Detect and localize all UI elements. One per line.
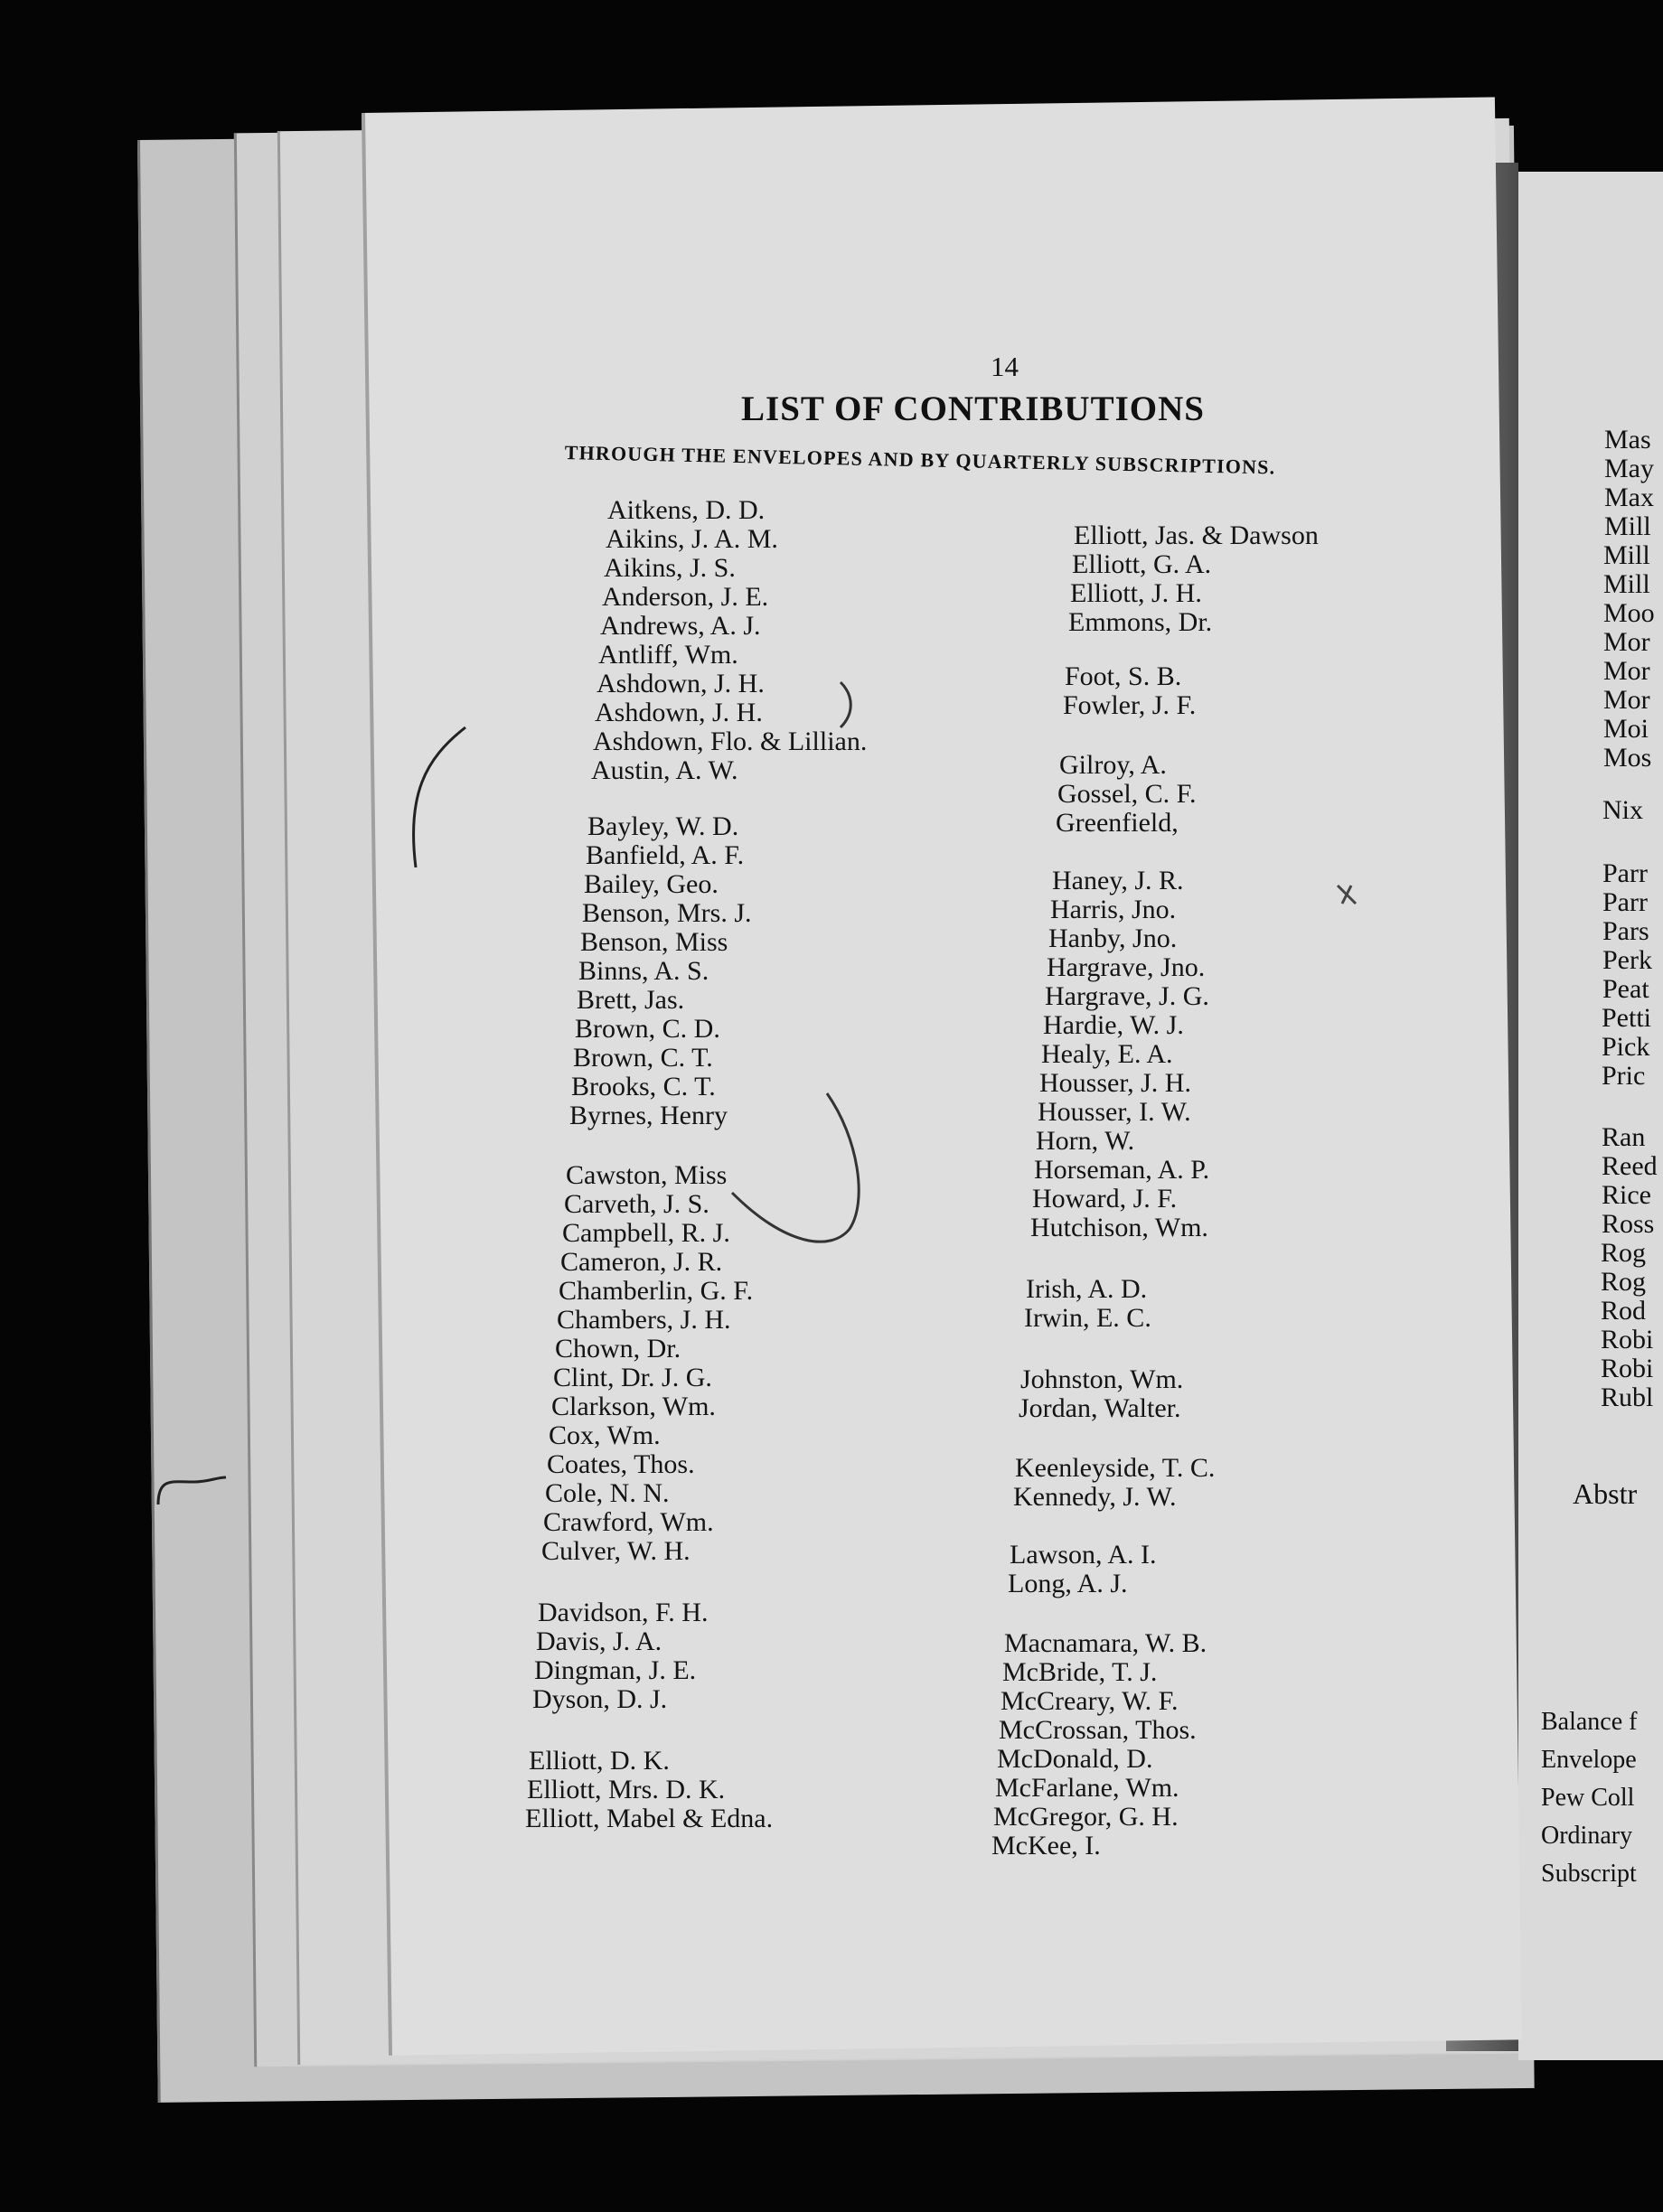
facing-page-name: Reed — [1602, 1151, 1658, 1181]
contributor-name: Campbell, R. J. — [562, 1218, 730, 1248]
contributor-name: Bayley, W. D. — [587, 811, 739, 841]
contributor-name: Andrews, A. J. — [600, 611, 761, 641]
facing-page-name: Mor — [1603, 656, 1650, 686]
contributor-name: Cole, N. N. — [545, 1478, 670, 1508]
contributor-name: Hargrave, Jno. — [1047, 952, 1206, 982]
contributor-name: Emmons, Dr. — [1068, 607, 1213, 637]
contributor-name: Horseman, A. P. — [1034, 1155, 1210, 1185]
facing-page-name: Mill — [1604, 511, 1651, 541]
contributor-name: Elliott, Mrs. D. K. — [527, 1775, 726, 1804]
facing-page-name: Perk — [1602, 945, 1652, 975]
contributor-name: Foot, S. B. — [1065, 661, 1182, 691]
contributor-name: Cawston, Miss — [566, 1160, 728, 1190]
contributor-name: Elliott, Jas. & Dawson — [1074, 520, 1319, 550]
contributor-name: Aikins, J. A. M. — [606, 524, 778, 554]
contributor-name: Banfield, A. F. — [586, 840, 745, 870]
facing-page-name: Moi — [1603, 714, 1649, 744]
pencil-mark — [1333, 881, 1360, 908]
contributor-name: Clint, Dr. J. G. — [553, 1363, 712, 1392]
facing-page-name: Mill — [1603, 569, 1650, 599]
facing-page-name: Mos — [1603, 743, 1652, 773]
contributor-name: Elliott, J. H. — [1070, 578, 1202, 608]
facing-page-name: Rog — [1601, 1267, 1647, 1297]
contributor-name: Brown, C. T. — [573, 1043, 713, 1073]
facing-page-name: May — [1604, 454, 1654, 483]
contributor-name: Ashdown, J. H. — [595, 698, 763, 727]
contributor-name: Hanby, Jno. — [1048, 923, 1178, 953]
facing-page-name: Peat — [1602, 974, 1649, 1004]
contributor-name: Brooks, C. T. — [571, 1072, 716, 1101]
page-title: LIST OF CONTRIBUTIONS — [741, 389, 1205, 428]
contributor-name: Dyson, D. J. — [532, 1684, 668, 1714]
contributor-name: Aikins, J. S. — [604, 553, 736, 583]
facing-page-name: Rog — [1601, 1238, 1647, 1268]
contributor-name: Gossel, C. F. — [1057, 779, 1197, 809]
facing-page-name: Rice — [1602, 1180, 1651, 1210]
contributor-name: Cameron, J. R. — [560, 1247, 723, 1277]
facing-page — [1518, 172, 1663, 2060]
contributor-name: Haney, J. R. — [1052, 866, 1184, 895]
contributor-name: Aitkens, D. D. — [607, 495, 766, 525]
facing-page-name: Max — [1604, 483, 1654, 512]
contributor-name: Greenfield, — [1056, 808, 1179, 838]
facing-page-name: Pars — [1602, 916, 1649, 946]
contributor-name: Irwin, E. C. — [1024, 1303, 1151, 1333]
facing-page-name: Parr — [1602, 887, 1648, 917]
contributor-name: Davidson, F. H. — [538, 1598, 709, 1627]
contributor-name: Long, A. J. — [1008, 1569, 1128, 1598]
facing-page-name: Pric — [1602, 1061, 1646, 1091]
contributor-name: Anderson, J. E. — [602, 582, 769, 612]
facing-page-name: Moo — [1603, 598, 1655, 628]
contributor-name: Gilroy, A. — [1059, 750, 1167, 780]
contributor-name: McKee, I. — [991, 1831, 1101, 1861]
contributor-name: Chamberlin, G. F. — [559, 1276, 754, 1306]
pencil-mark — [832, 678, 868, 741]
contributor-name: Dingman, J. E. — [534, 1655, 697, 1685]
contributor-name: McGregor, G. H. — [993, 1802, 1179, 1832]
contributor-name: Davis, J. A. — [536, 1626, 662, 1656]
facing-page-name: Mas — [1604, 425, 1651, 455]
facing-page-name: Parr — [1602, 858, 1648, 888]
contributor-name: Carveth, J. S. — [564, 1189, 709, 1219]
contributor-name: Benson, Mrs. J. — [582, 898, 752, 928]
contributor-name: Bailey, Geo. — [584, 869, 719, 899]
facing-page-summary-line: Subscript — [1541, 1860, 1637, 1888]
contributor-name: Antliff, Wm. — [598, 640, 738, 670]
contributor-name: Chown, Dr. — [555, 1334, 681, 1364]
page-number: 14 — [991, 351, 1019, 382]
facing-page-name: Ross — [1602, 1209, 1655, 1239]
contributor-name: Clarkson, Wm. — [551, 1392, 716, 1421]
facing-page-summary-line: Balance f — [1541, 1708, 1638, 1736]
contributor-name: Johnston, Wm. — [1020, 1364, 1184, 1394]
facing-page-summary-line: Envelope — [1541, 1746, 1637, 1774]
contributor-name: Irish, A. D. — [1026, 1274, 1148, 1304]
contributor-name: Lawson, A. I. — [1010, 1540, 1157, 1570]
contributor-name: Howard, J. F. — [1032, 1184, 1178, 1214]
facing-page-name: Mill — [1603, 540, 1650, 570]
contributor-name: Byrnes, Henry — [569, 1101, 728, 1130]
facing-page-name: Pick — [1602, 1032, 1650, 1062]
contributor-name: Macnamara, W. B. — [1004, 1628, 1207, 1658]
contributor-name: Healy, E. A. — [1041, 1039, 1173, 1069]
contributor-name: McFarlane, Wm. — [995, 1773, 1179, 1803]
facing-page-summary-line: Pew Coll — [1541, 1784, 1635, 1812]
contributor-name: Elliott, D. K. — [529, 1746, 670, 1776]
contributor-name: McCrossan, Thos. — [999, 1715, 1197, 1745]
contributor-name: McDonald, D. — [997, 1744, 1153, 1774]
contributor-name: Hutchison, Wm. — [1030, 1213, 1208, 1242]
contributor-name: Elliott, Mabel & Edna. — [525, 1804, 774, 1833]
contributor-name: Brett, Jas. — [577, 985, 685, 1015]
facing-page-name: Mor — [1603, 685, 1650, 715]
facing-page-heading: Abstr — [1573, 1477, 1638, 1510]
contributor-name: Ashdown, Flo. & Lillian. — [593, 726, 868, 756]
facing-page-name: Rubl — [1601, 1382, 1654, 1412]
contributor-name: Elliott, G. A. — [1072, 549, 1212, 579]
contributor-name: Culver, W. H. — [541, 1536, 691, 1566]
contributor-name: Housser, I. W. — [1038, 1097, 1191, 1127]
hair-strand-mark — [696, 1084, 877, 1256]
facing-page-summary-line: Ordinary — [1541, 1822, 1633, 1850]
facing-page-name: Robi — [1601, 1354, 1654, 1383]
contributor-name: Housser, J. H. — [1039, 1068, 1191, 1098]
contributor-name: Kennedy, J. W. — [1013, 1482, 1177, 1512]
contributor-name: Crawford, Wm. — [543, 1507, 714, 1537]
contributor-name: Austin, A. W. — [591, 755, 738, 785]
facing-page-name: Petti — [1602, 1003, 1652, 1033]
contributor-name: Coates, Thos. — [547, 1449, 695, 1479]
contributor-name: Jordan, Walter. — [1019, 1393, 1181, 1423]
contributor-name: Harris, Jno. — [1050, 895, 1177, 924]
facing-page-name: Mor — [1603, 627, 1650, 657]
contributor-name: Chambers, J. H. — [557, 1305, 731, 1335]
contributor-name: Cox, Wm. — [549, 1420, 661, 1450]
facing-page-name: Robi — [1601, 1325, 1654, 1354]
contributor-name: Fowler, J. F. — [1063, 690, 1197, 720]
facing-page-name: Rod — [1601, 1296, 1647, 1326]
contributor-name: Hargrave, J. G. — [1045, 981, 1209, 1011]
facing-page-name: Nix — [1602, 795, 1643, 825]
pencil-mark — [398, 723, 470, 876]
contributor-name: Binns, A. S. — [578, 956, 709, 986]
contributor-name: Horn, W. — [1036, 1126, 1135, 1156]
contributor-name: McCreary, W. F. — [1001, 1686, 1179, 1716]
contributor-name: Keenleyside, T. C. — [1015, 1453, 1216, 1483]
contributor-name: Brown, C. D. — [575, 1014, 720, 1044]
contributor-name: Benson, Miss — [580, 927, 728, 957]
contributor-name: McBride, T. J. — [1002, 1657, 1158, 1687]
contributor-name: Hardie, W. J. — [1043, 1010, 1184, 1040]
page-subtitle: THROUGH THE ENVELOPES AND BY QUARTERLY SUBSCRIPTIONS. — [564, 441, 1276, 479]
pencil-mark — [154, 1459, 235, 1514]
facing-page-name: Ran — [1602, 1122, 1646, 1152]
contributor-name: Ashdown, J. H. — [597, 669, 765, 698]
